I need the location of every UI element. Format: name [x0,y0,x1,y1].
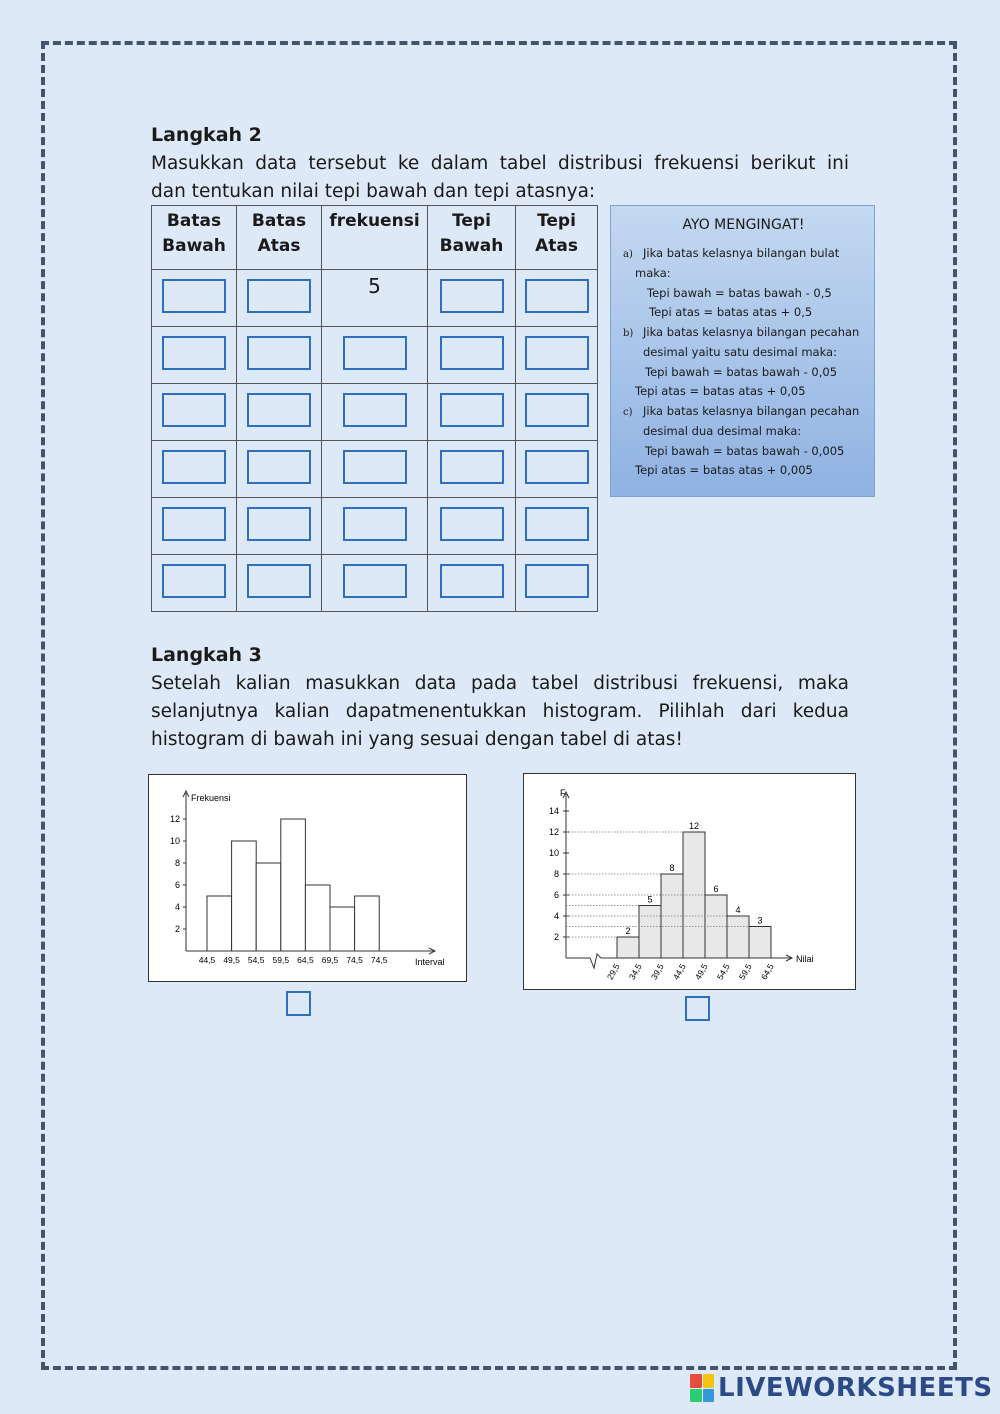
y-axis-title: Frekuensi [191,793,231,803]
bar-data-label: 3 [757,915,763,926]
table-cell-tepi-bawah [428,498,516,555]
reminder-title: AYO MENGINGAT! [682,217,805,233]
x-tick-label: 54,5 [714,962,732,982]
reminder-text: Jika batas kelasnya bilangan pecahan [643,324,860,339]
histogram-bar [727,916,749,958]
y-tick-label: 8 [553,869,559,879]
histogram-bar [355,896,380,951]
logo-badge-tile [690,1374,702,1388]
step2-line-1: Masukkan data tersebut ke dalam tabel distribusi frekuensi berikut ini [151,153,849,174]
y-tick-label: 14 [548,806,559,816]
table-row [152,555,598,612]
table-row [152,327,598,384]
table-cell-tepi-atas [516,555,598,612]
x-tick-label: 54,5 [247,955,265,965]
table-cell-frekuensi [322,327,428,384]
answer-input-batas-bawah[interactable] [162,279,226,313]
x-tick-label: 74,5 [370,955,388,965]
reminder-text: Tepi bawah = batas bawah - 0,5 [647,285,832,300]
table-cell-tepi-bawah [428,270,516,327]
answer-input-batas-atas[interactable] [247,279,311,313]
reminder-line [623,303,864,323]
reminder-text: desimal dua desimal maka: [643,424,802,438]
y-axis-title: F [560,788,566,798]
reminder-marker: a) [623,248,633,260]
reminder-text: Tepi bawah = batas bawah - 0,05 [645,364,838,379]
answer-input-tepi-bawah[interactable] [440,336,504,370]
x-tick-label: 59,5 [272,955,290,965]
reminder-line [623,382,864,402]
answer-input-batas-bawah[interactable] [162,393,226,427]
liveworksheets-logo [690,1373,993,1403]
answer-input-batas-bawah[interactable] [162,450,226,484]
reminder-text: Jika batas kelasnya bilangan pecahan [643,403,860,418]
reminder-line [623,363,864,383]
header-tepi-atas: Tepi Atas [516,206,598,270]
y-tick-label: 6 [553,890,559,900]
table-cell-tepi-bawah [428,555,516,612]
choice-checkbox-b[interactable] [685,996,710,1021]
reminder-line [623,422,864,442]
x-tick-label: 49,5 [223,955,240,965]
table-cell-batas-atas [237,498,322,555]
y-tick-label: 10 [169,836,180,846]
reminder-line [623,461,864,481]
reminder-lines [623,244,864,481]
answer-input-tepi-atas[interactable] [525,393,589,427]
table-row [152,441,598,498]
reminder-line [623,442,864,462]
reminder-text: Jika batas kelasnya bilangan bulat [643,245,840,260]
x-tick-label: 44,5 [670,962,688,982]
histogram-bar [639,906,661,959]
answer-input-tepi-atas[interactable] [525,336,589,370]
logo-badge [690,1374,714,1402]
answer-input-batas-bawah[interactable] [162,564,226,598]
header-batas-bawah: Batas Bawah [152,206,237,270]
x-tick-label: 39,5 [648,962,666,982]
answer-input-batas-atas[interactable] [247,336,311,370]
step3-heading: Langkah 3 [151,644,262,666]
histogram-option-b [523,773,856,990]
table-cell-batas-atas [237,270,322,327]
answer-input-batas-atas[interactable] [247,507,311,541]
step3-line-3: histogram di bawah ini yang sesuai dengan tabel di atas! [151,729,683,750]
answer-input-tepi-bawah[interactable] [440,393,504,427]
answer-input-batas-atas[interactable] [247,450,311,484]
histogram-bar [207,896,232,951]
table-cell-frekuensi [322,384,428,441]
y-tick-label: 2 [553,932,559,942]
logo-badge-tile [703,1374,715,1388]
frequency-given-value: 5 [368,274,381,298]
y-tick-label: 12 [169,814,180,824]
histogram-bar [617,937,639,958]
histogram-a-svg [149,775,468,983]
table-row [152,498,598,555]
table-cell-batas-atas [237,555,322,612]
answer-input-batas-bawah[interactable] [162,336,226,370]
answer-input-tepi-bawah[interactable] [440,450,504,484]
step3-line-2: selanjutnya kalian dapatmenentukkan histogram. Pilihlah dari kedua [151,701,849,722]
reminder-text: Tepi bawah = batas bawah - 0,005 [645,443,845,458]
answer-input-tepi-atas[interactable] [525,507,589,541]
bar-data-label: 5 [647,894,653,905]
step3-instruction [151,670,849,754]
histogram-bar [330,907,355,951]
answer-input-tepi-bawah[interactable] [440,564,504,598]
table-cell-batas-atas [237,384,322,441]
bar-data-label: 8 [669,863,675,873]
table-cell-tepi-bawah [428,327,516,384]
answer-input-frekuensi[interactable] [343,507,407,541]
answer-input-tepi-atas[interactable] [525,564,589,598]
answer-input-frekuensi[interactable] [343,336,407,370]
answer-input-frekuensi[interactable] [343,393,407,427]
table-cell-tepi-bawah [428,441,516,498]
x-tick-label: 74,5 [346,955,363,965]
table-cell-batas-bawah [152,327,237,384]
x-tick-label: 64,5 [758,962,776,982]
header-tepi-bawah: Tepi Bawah [428,206,516,270]
bar-data-label: 6 [713,884,719,894]
y-tick-label: 8 [174,858,180,868]
reminder-line [623,323,864,344]
table-cell-tepi-atas [516,498,598,555]
histogram-b-svg [524,774,857,991]
reminder-line [623,264,864,284]
answer-input-tepi-atas[interactable] [525,279,589,313]
histogram-bar [256,863,281,951]
bar-data-label: 4 [735,905,741,915]
reminder-marker: b) [623,327,634,339]
reminder-marker: c) [623,406,633,418]
reminder-text: Tepi atas = batas atas + 0,005 [635,463,813,477]
reminder-text: desimal yaitu satu desimal maka: [643,345,837,359]
step2-instruction [151,150,849,206]
reminder-line [623,402,864,423]
histogram-bar [305,885,330,951]
y-tick-label: 6 [174,880,180,890]
step3-line-1: Setelah kalian masukkan data pada tabel distribusi frekuensi, maka [151,673,849,694]
y-tick-label: 4 [174,902,180,912]
reminder-line [623,244,864,265]
step2-heading: Langkah 2 [151,124,262,146]
answer-input-frekuensi[interactable] [343,564,407,598]
histogram-bar [281,819,306,951]
answer-input-tepi-bawah[interactable] [440,507,504,541]
reminder-text: Tepi atas = batas atas + 0,5 [649,305,813,319]
histogram-bar [749,927,771,959]
y-tick-label: 2 [174,924,180,934]
table-cell-tepi-bawah [428,384,516,441]
table-row [152,270,598,327]
histogram-option-a [148,774,467,982]
x-tick-label: 64,5 [297,955,314,965]
answer-input-batas-atas[interactable] [247,564,311,598]
reminder-box [610,205,875,497]
answer-input-batas-atas[interactable] [247,393,311,427]
y-tick-label: 12 [548,827,559,837]
answer-input-tepi-bawah[interactable] [440,279,504,313]
histogram-bar [232,841,257,951]
choice-checkbox-a[interactable] [286,991,311,1016]
table-cell-batas-atas [237,441,322,498]
reminder-line [623,284,864,304]
y-tick-label: 4 [553,911,559,921]
table-cell-frekuensi [322,555,428,612]
table-cell-tepi-atas [516,384,598,441]
x-tick-label: 69,5 [321,955,339,965]
answer-input-tepi-atas[interactable] [525,450,589,484]
table-cell-tepi-atas [516,327,598,384]
reminder-text: maka: [635,266,671,280]
table-cell-batas-atas [237,327,322,384]
bar-data-label: 2 [625,926,631,936]
reminder-text: Tepi atas = batas atas + 0,05 [635,384,806,398]
table-cell-frekuensi [322,270,428,327]
reminder-line [623,343,864,363]
table-cell-batas-bawah [152,270,237,327]
table-cell-batas-bawah [152,441,237,498]
table-cell-batas-bawah [152,555,237,612]
table-body [152,270,598,612]
x-tick-label: 49,5 [692,962,710,982]
x-tick-label: 34,5 [626,962,644,982]
logo-badge-tile [703,1389,715,1403]
frequency-distribution-table [151,205,598,612]
x-tick-label: 59,5 [736,962,754,982]
bar-data-label: 12 [688,821,700,831]
y-tick-label: 10 [548,848,559,858]
x-axis-title: Nilai [796,954,814,964]
step2-line-2: dan tentukan nilai tepi bawah dan tepi atasnya: [151,181,596,202]
table-cell-batas-bawah [152,384,237,441]
table-cell-tepi-atas [516,441,598,498]
x-tick-label: 29,5 [604,962,622,982]
answer-input-frekuensi[interactable] [343,450,407,484]
table-cell-tepi-atas [516,270,598,327]
table-header-row [152,206,598,270]
answer-input-batas-bawah[interactable] [162,507,226,541]
table-cell-batas-bawah [152,498,237,555]
table-cell-frekuensi [322,498,428,555]
x-tick-label: 44,5 [198,955,216,965]
table-cell-frekuensi [322,441,428,498]
header-batas-atas: Batas Atas [237,206,322,270]
header-frekuensi: frekuensi [322,206,428,270]
logo-badge-tile [690,1389,702,1403]
table-row [152,384,598,441]
logo-wordmark: LIVEWORKSHEETS [718,1373,993,1403]
x-axis-title: Interval [415,957,445,967]
